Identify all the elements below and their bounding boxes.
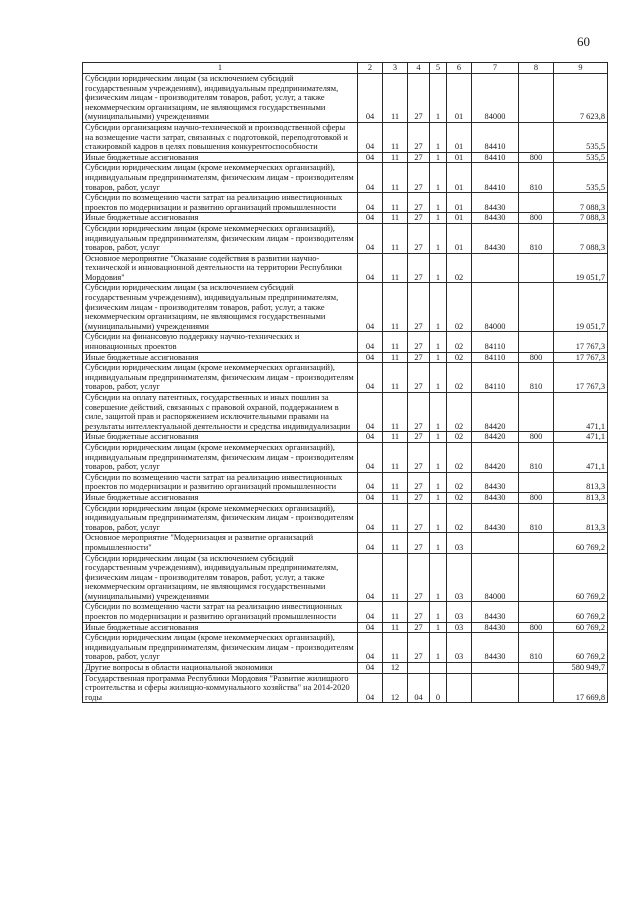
subprogram-cell: 1 — [430, 633, 447, 663]
subprogram-cell: 0 — [430, 673, 447, 703]
subprogram-cell: 1 — [430, 352, 447, 363]
subsection-cell: 11 — [383, 352, 408, 363]
direction-cell: 84430 — [472, 633, 519, 663]
subprogram-cell: 1 — [430, 152, 447, 163]
expense-type-cell — [519, 472, 554, 492]
event-cell: 02 — [447, 442, 472, 472]
section-cell: 04 — [358, 432, 383, 443]
program-cell: 27 — [408, 442, 430, 472]
event-cell: 03 — [447, 553, 472, 602]
expense-type-cell: 800 — [519, 492, 554, 503]
event-cell: 02 — [447, 283, 472, 332]
subprogram-cell: 1 — [430, 553, 447, 602]
header-cell: 9 — [554, 63, 608, 74]
section-cell: 04 — [358, 363, 383, 393]
section-cell: 04 — [358, 253, 383, 283]
expense-type-cell: 810 — [519, 163, 554, 193]
row-name-cell: Субсидии юридическим лицам (за исключением субсидий государственным учреждениям), индивидуальным предпринимателям, физическим лицам - производителям товаров, работ, услуг, а также некоммерческим организациям, не являющимся государственными (муниципальными) учреждениями — [83, 74, 358, 123]
table-row — [83, 253, 608, 283]
direction-cell: 84430 — [472, 472, 519, 492]
amount-cell: 580 949,7 — [554, 663, 608, 674]
event-cell: 03 — [447, 602, 472, 622]
section-cell: 04 — [358, 472, 383, 492]
expense-type-cell — [519, 283, 554, 332]
subsection-cell: 11 — [383, 223, 408, 253]
event-cell: 03 — [447, 533, 472, 553]
page-number: 60 — [577, 34, 590, 49]
row-name-cell: Государственная программа Республики Мордовия "Развитие жилищного строительства и сферы жилищно-коммунального хозяйства" на 2014-2020 годы — [83, 673, 358, 703]
expense-type-cell: 810 — [519, 633, 554, 663]
program-cell: 27 — [408, 352, 430, 363]
subsection-cell: 11 — [383, 193, 408, 213]
subprogram-cell: 1 — [430, 442, 447, 472]
row-name-cell: Субсидии юридическим лицам (кроме некоммерческих организаций), индивидуальным предпринимателям, физическим лицам - производителям товаров, работ, услуг — [83, 223, 358, 253]
direction-cell: 84420 — [472, 393, 519, 432]
header-cell: 7 — [472, 63, 519, 74]
row-name-cell: Субсидии юридическим лицам (кроме некоммерческих организаций), индивидуальным предпринимателям, физическим лицам - производителям товаров, работ, услуг — [83, 442, 358, 472]
section-cell: 04 — [358, 122, 383, 152]
table-row — [83, 193, 608, 213]
event-cell — [447, 673, 472, 703]
row-name-cell: Иные бюджетные ассигнования — [83, 152, 358, 163]
program-cell: 27 — [408, 633, 430, 663]
row-name-cell: Субсидии юридическим лицам (за исключением субсидий государственным учреждениям), индивидуальным предпринимателям, физическим лицам - производителям товаров, работ, услуг, а также некоммерческим организациям, не являющимся государственными (муниципальными) учреждениями — [83, 283, 358, 332]
direction-cell: 84430 — [472, 193, 519, 213]
program-cell: 27 — [408, 492, 430, 503]
header-cell: 4 — [408, 63, 430, 74]
program-cell: 27 — [408, 472, 430, 492]
row-name-cell: Субсидии по возмещению части затрат на реализацию инвестиционных проектов по модернизации и развитию организаций промышленности — [83, 193, 358, 213]
subsection-cell: 11 — [383, 152, 408, 163]
subsection-cell: 11 — [383, 472, 408, 492]
subsection-cell: 12 — [383, 663, 408, 674]
expense-type-cell: 810 — [519, 503, 554, 533]
expense-type-cell — [519, 253, 554, 283]
event-cell: 02 — [447, 253, 472, 283]
subsection-cell: 11 — [383, 633, 408, 663]
amount-cell: 17 669,8 — [554, 673, 608, 703]
amount-cell: 60 769,2 — [554, 553, 608, 602]
table-header — [83, 63, 608, 74]
subprogram-cell: 1 — [430, 492, 447, 503]
subprogram-cell: 1 — [430, 602, 447, 622]
direction-cell: 84000 — [472, 283, 519, 332]
subsection-cell: 11 — [383, 602, 408, 622]
program-cell: 27 — [408, 253, 430, 283]
section-cell: 04 — [358, 213, 383, 224]
row-name-cell: Субсидии юридическим лицам (за исключением субсидий государственным учреждениям), индивидуальным предпринимателям, физическим лицам - производителям товаров, работ, услуг, а также некоммерческим организациям, не являющимся государственными (муниципальными) учреждениями — [83, 553, 358, 602]
event-cell: 01 — [447, 122, 472, 152]
program-cell: 27 — [408, 223, 430, 253]
table-row — [83, 223, 608, 253]
subprogram-cell: 1 — [430, 363, 447, 393]
direction-cell — [472, 673, 519, 703]
program-cell: 27 — [408, 432, 430, 443]
section-cell: 04 — [358, 223, 383, 253]
subsection-cell: 11 — [383, 283, 408, 332]
table-row — [83, 163, 608, 193]
program-cell: 27 — [408, 163, 430, 193]
event-cell — [447, 663, 472, 674]
section-cell: 04 — [358, 393, 383, 432]
table-row — [83, 492, 608, 503]
table-row — [83, 393, 608, 432]
section-cell: 04 — [358, 442, 383, 472]
expense-type-cell — [519, 193, 554, 213]
program-cell: 27 — [408, 122, 430, 152]
table-row — [83, 633, 608, 663]
subprogram-cell: 1 — [430, 503, 447, 533]
expense-type-cell: 800 — [519, 152, 554, 163]
section-cell: 04 — [358, 332, 383, 352]
section-cell: 04 — [358, 283, 383, 332]
direction-cell — [472, 253, 519, 283]
event-cell: 02 — [447, 352, 472, 363]
table-row — [83, 283, 608, 332]
table-row — [83, 663, 608, 674]
amount-cell: 471,1 — [554, 393, 608, 432]
program-cell: 27 — [408, 533, 430, 553]
table-row — [83, 602, 608, 622]
subsection-cell: 11 — [383, 533, 408, 553]
subsection-cell: 11 — [383, 332, 408, 352]
amount-cell: 7 088,3 — [554, 193, 608, 213]
event-cell: 02 — [447, 393, 472, 432]
row-name-cell: Субсидии на оплату патентных, государственных и иных пошлин за совершение действий, связанных с правовой охраной, поддержанием в силе, защитой прав и распоряжением исключительными правами на результаты интеллектуальной деятельности и средства индивидуализации — [83, 393, 358, 432]
table-row — [83, 533, 608, 553]
table-row — [83, 332, 608, 352]
subprogram-cell: 1 — [430, 213, 447, 224]
program-cell: 27 — [408, 332, 430, 352]
subsection-cell: 11 — [383, 122, 408, 152]
subsection-cell: 11 — [383, 553, 408, 602]
header-cell: 2 — [358, 63, 383, 74]
table-row — [83, 352, 608, 363]
section-cell: 04 — [358, 193, 383, 213]
subprogram-cell: 1 — [430, 472, 447, 492]
event-cell: 01 — [447, 213, 472, 224]
direction-cell: 84430 — [472, 213, 519, 224]
subprogram-cell: 1 — [430, 533, 447, 553]
expense-type-cell: 800 — [519, 432, 554, 443]
amount-cell: 17 767,3 — [554, 332, 608, 352]
subprogram-cell: 1 — [430, 432, 447, 443]
section-cell: 04 — [358, 533, 383, 553]
direction-cell: 84420 — [472, 442, 519, 472]
section-cell: 04 — [358, 163, 383, 193]
amount-cell: 813,3 — [554, 492, 608, 503]
direction-cell: 84000 — [472, 74, 519, 123]
direction-cell: 84000 — [472, 553, 519, 602]
program-cell: 27 — [408, 363, 430, 393]
amount-cell: 471,1 — [554, 442, 608, 472]
section-cell: 04 — [358, 74, 383, 123]
subprogram-cell: 1 — [430, 223, 447, 253]
subprogram-cell — [430, 663, 447, 674]
row-name-cell: Субсидии юридическим лицам (кроме некоммерческих организаций), индивидуальным предпринимателям, физическим лицам - производителям товаров, работ, услуг — [83, 503, 358, 533]
direction-cell — [472, 533, 519, 553]
subprogram-cell: 1 — [430, 332, 447, 352]
expense-type-cell — [519, 553, 554, 602]
subsection-cell: 11 — [383, 492, 408, 503]
row-name-cell: Иные бюджетные ассигнования — [83, 352, 358, 363]
program-cell: 27 — [408, 193, 430, 213]
program-cell: 04 — [408, 673, 430, 703]
amount-cell: 535,5 — [554, 122, 608, 152]
direction-cell: 84430 — [472, 622, 519, 633]
expense-type-cell — [519, 533, 554, 553]
expense-type-cell — [519, 74, 554, 123]
subsection-cell: 11 — [383, 432, 408, 443]
section-cell: 04 — [358, 673, 383, 703]
program-cell: 27 — [408, 503, 430, 533]
header-cell: 3 — [383, 63, 408, 74]
header-cell: 8 — [519, 63, 554, 74]
subprogram-cell: 1 — [430, 193, 447, 213]
subsection-cell: 11 — [383, 393, 408, 432]
direction-cell — [472, 663, 519, 674]
amount-cell: 813,3 — [554, 472, 608, 492]
event-cell: 02 — [447, 432, 472, 443]
header-cell: 1 — [83, 63, 358, 74]
amount-cell: 17 767,3 — [554, 352, 608, 363]
subprogram-cell: 1 — [430, 122, 447, 152]
event-cell: 01 — [447, 193, 472, 213]
event-cell: 03 — [447, 633, 472, 663]
event-cell: 02 — [447, 363, 472, 393]
subsection-cell: 11 — [383, 442, 408, 472]
amount-cell: 7 088,3 — [554, 213, 608, 224]
event-cell: 02 — [447, 332, 472, 352]
row-name-cell: Субсидии по возмещению части затрат на реализацию инвестиционных проектов по модернизации и развитию организаций промышленности — [83, 602, 358, 622]
program-cell: 27 — [408, 622, 430, 633]
row-name-cell: Субсидии на финансовую поддержку научно-технических и инновационных проектов — [83, 332, 358, 352]
table-row — [83, 213, 608, 224]
row-name-cell: Иные бюджетные ассигнования — [83, 622, 358, 633]
direction-cell: 84110 — [472, 332, 519, 352]
table-row — [83, 553, 608, 602]
event-cell: 01 — [447, 74, 472, 123]
subprogram-cell: 1 — [430, 74, 447, 123]
table-row — [83, 432, 608, 443]
event-cell: 02 — [447, 492, 472, 503]
amount-cell: 60 769,2 — [554, 633, 608, 663]
direction-cell: 84430 — [472, 492, 519, 503]
subsection-cell: 11 — [383, 163, 408, 193]
subsection-cell: 11 — [383, 503, 408, 533]
section-cell: 04 — [358, 602, 383, 622]
header-cell: 6 — [447, 63, 472, 74]
subsection-cell: 11 — [383, 363, 408, 393]
row-name-cell: Субсидии организациям научно-технической и производственной сферы на возмещение части затрат, связанных с подготовкой, переподготовкой и стажировкой кадров в целях повышения конкурентоспособности — [83, 122, 358, 152]
subsection-cell: 11 — [383, 253, 408, 283]
row-name-cell: Другие вопросы в области национальной экономики — [83, 663, 358, 674]
amount-cell: 60 769,2 — [554, 622, 608, 633]
direction-cell: 84110 — [472, 352, 519, 363]
table-row — [83, 442, 608, 472]
subsection-cell: 12 — [383, 673, 408, 703]
subprogram-cell: 1 — [430, 283, 447, 332]
direction-cell: 84410 — [472, 163, 519, 193]
amount-cell: 19 051,7 — [554, 283, 608, 332]
section-cell: 04 — [358, 633, 383, 663]
table-row — [83, 622, 608, 633]
direction-cell: 84430 — [472, 503, 519, 533]
amount-cell: 17 767,3 — [554, 363, 608, 393]
expense-type-cell — [519, 122, 554, 152]
row-name-cell: Основное мероприятие "Модернизация и развитие организаций промышленности" — [83, 533, 358, 553]
event-cell: 01 — [447, 152, 472, 163]
direction-cell: 84430 — [472, 223, 519, 253]
section-cell: 04 — [358, 663, 383, 674]
row-name-cell: Иные бюджетные ассигнования — [83, 492, 358, 503]
subsection-cell: 11 — [383, 622, 408, 633]
table-row — [83, 503, 608, 533]
table-row — [83, 472, 608, 492]
subprogram-cell: 1 — [430, 622, 447, 633]
program-cell: 27 — [408, 213, 430, 224]
section-cell: 04 — [358, 622, 383, 633]
table-row — [83, 74, 608, 123]
expense-type-cell — [519, 393, 554, 432]
direction-cell: 84430 — [472, 602, 519, 622]
expense-type-cell: 810 — [519, 442, 554, 472]
event-cell: 02 — [447, 503, 472, 533]
table-row — [83, 673, 608, 703]
section-cell: 04 — [358, 492, 383, 503]
expense-type-cell — [519, 602, 554, 622]
section-cell: 04 — [358, 352, 383, 363]
expense-type-cell: 800 — [519, 622, 554, 633]
expense-type-cell: 810 — [519, 223, 554, 253]
expense-type-cell — [519, 332, 554, 352]
program-cell: 27 — [408, 393, 430, 432]
event-cell: 02 — [447, 472, 472, 492]
budget-table — [82, 62, 608, 703]
amount-cell: 7 088,3 — [554, 223, 608, 253]
direction-cell: 84110 — [472, 363, 519, 393]
program-cell: 27 — [408, 152, 430, 163]
event-cell: 01 — [447, 223, 472, 253]
row-name-cell: Субсидии юридическим лицам (кроме некоммерческих организаций), индивидуальным предпринимателям, физическим лицам - производителям товаров, работ, услуг — [83, 163, 358, 193]
amount-cell: 60 769,2 — [554, 533, 608, 553]
program-cell — [408, 663, 430, 674]
row-name-cell: Субсидии юридическим лицам (кроме некоммерческих организаций), индивидуальным предпринимателям, физическим лицам - производителям товаров, работ, услуг — [83, 633, 358, 663]
table-body — [83, 74, 608, 703]
row-name-cell: Субсидии юридическим лицам (кроме некоммерческих организаций), индивидуальным предпринимателям, физическим лицам - производителям товаров, работ, услуг — [83, 363, 358, 393]
program-cell: 27 — [408, 283, 430, 332]
section-cell: 04 — [358, 503, 383, 533]
subsection-cell: 11 — [383, 213, 408, 224]
direction-cell: 84420 — [472, 432, 519, 443]
section-cell: 04 — [358, 553, 383, 602]
event-cell: 01 — [447, 163, 472, 193]
table-row — [83, 363, 608, 393]
subsection-cell: 11 — [383, 74, 408, 123]
event-cell: 03 — [447, 622, 472, 633]
subprogram-cell: 1 — [430, 253, 447, 283]
header-cell: 5 — [430, 63, 447, 74]
row-name-cell: Субсидии по возмещению части затрат на реализацию инвестиционных проектов по модернизации и развитию организаций промышленности — [83, 472, 358, 492]
table-row — [83, 122, 608, 152]
amount-cell: 19 051,7 — [554, 253, 608, 283]
section-cell: 04 — [358, 152, 383, 163]
program-cell: 27 — [408, 74, 430, 123]
amount-cell: 7 623,8 — [554, 74, 608, 123]
amount-cell: 471,1 — [554, 432, 608, 443]
table-row — [83, 152, 608, 163]
subprogram-cell: 1 — [430, 393, 447, 432]
row-name-cell: Основное мероприятие "Оказание содействия в развитии научно-технической и инновационной деятельности на территории Республики Мордовия" — [83, 253, 358, 283]
row-name-cell: Иные бюджетные ассигнования — [83, 213, 358, 224]
subprogram-cell: 1 — [430, 163, 447, 193]
amount-cell: 535,5 — [554, 152, 608, 163]
amount-cell: 535,5 — [554, 163, 608, 193]
expense-type-cell — [519, 673, 554, 703]
expense-type-cell — [519, 663, 554, 674]
expense-type-cell: 810 — [519, 363, 554, 393]
expense-type-cell: 800 — [519, 352, 554, 363]
amount-cell: 60 769,2 — [554, 602, 608, 622]
header-row — [83, 63, 608, 74]
program-cell: 27 — [408, 602, 430, 622]
expense-type-cell: 800 — [519, 213, 554, 224]
row-name-cell: Иные бюджетные ассигнования — [83, 432, 358, 443]
direction-cell: 84410 — [472, 122, 519, 152]
amount-cell: 813,3 — [554, 503, 608, 533]
program-cell: 27 — [408, 553, 430, 602]
direction-cell: 84410 — [472, 152, 519, 163]
